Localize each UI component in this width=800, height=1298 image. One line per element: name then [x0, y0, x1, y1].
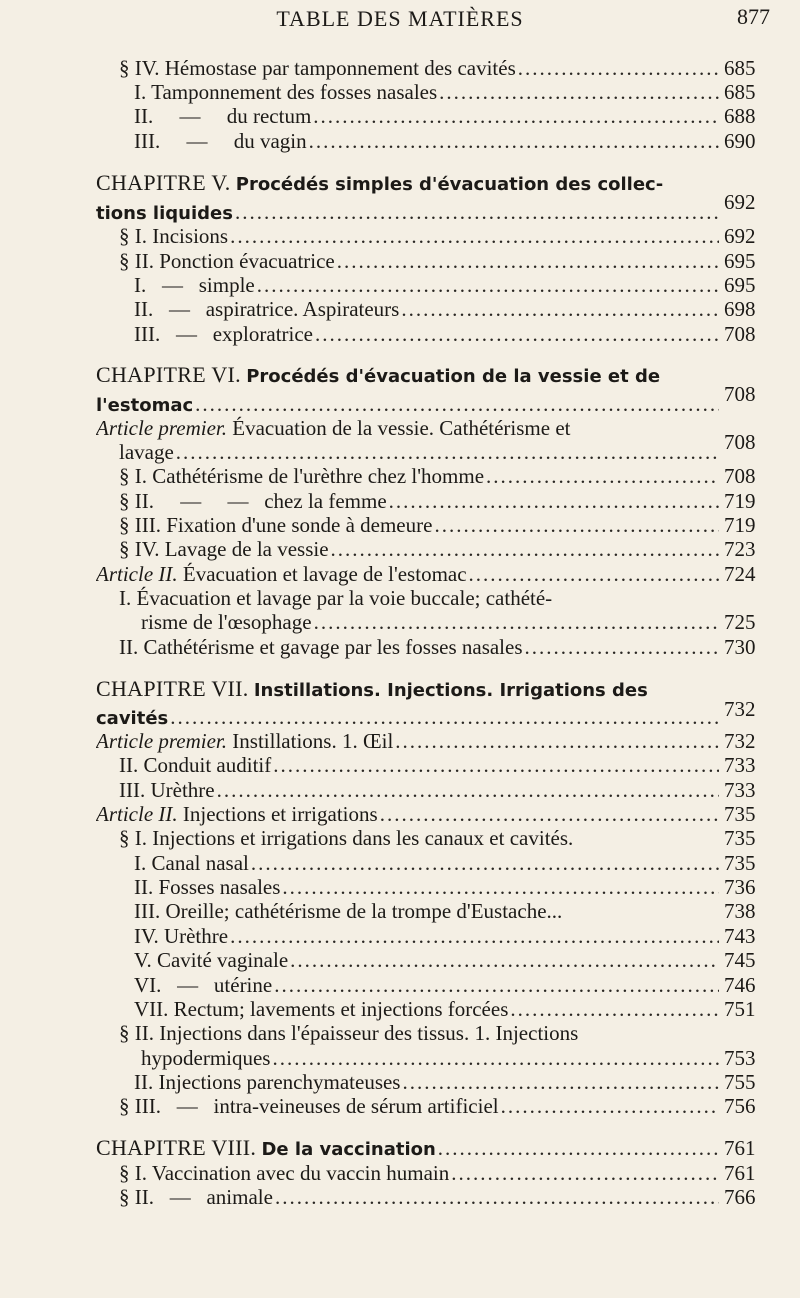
chapter-title: Procédés d'évacuation de la vessie et de: [246, 366, 661, 387]
article-label: Article premier.: [96, 416, 228, 440]
entry-text: cavités: [96, 708, 169, 729]
entry-text: Injections et irrigations: [182, 802, 378, 826]
chapter-title: De la vaccination: [261, 1139, 436, 1160]
entry-page: 736: [724, 875, 756, 899]
entry-text: I. Évacuation et lavage par la voie buccale; cathété-: [119, 586, 553, 610]
entry-page: 753: [724, 1046, 756, 1070]
entry-page: 755: [724, 1070, 756, 1094]
entry-page: 738: [724, 899, 756, 923]
entry-page: 735: [724, 851, 756, 875]
entry-text: risme de l'œsophage: [141, 610, 312, 634]
entry-text: § II. — animale: [119, 1185, 273, 1209]
chapter-title: Procédés simples d'évacuation des collec-: [235, 174, 664, 195]
entry-page: 708: [724, 464, 756, 488]
running-header: [0, 4, 800, 38]
entry-page: 688: [724, 104, 756, 128]
entry-text: III. Urèthre: [119, 778, 215, 802]
entry-text: II. Conduit auditif: [119, 753, 272, 777]
entry-text: V. Cavité vaginale: [134, 948, 289, 972]
entry-page: 756: [724, 1094, 756, 1118]
entry-page: 761: [724, 1161, 756, 1185]
chapter-number: CHAPITRE V.: [96, 170, 231, 195]
entry-page: 723: [724, 537, 756, 561]
toc-entry: [0, 1089, 800, 1123]
chapter-title: Instillations. Injections. Irrigations des: [253, 680, 648, 701]
entry-text: § IV. Lavage de la vessie: [119, 537, 329, 561]
entry-page: 708: [724, 322, 756, 346]
entry-text: § IV. Hémostase par tamponnement des cavités: [119, 56, 516, 80]
entry-page: 692: [724, 224, 756, 248]
entry-page: 733: [724, 778, 756, 802]
entry-text: IV. Urèthre: [134, 924, 229, 948]
entry-page: 692: [724, 190, 756, 214]
entry-text: VII. Rectum; lavements et injections forcées: [134, 997, 509, 1021]
entry-page: 690: [724, 129, 756, 153]
entry-text: § II. — — chez la femme: [119, 489, 387, 513]
entry-page: 724: [724, 562, 756, 586]
entry-page: 733: [724, 753, 756, 777]
entry-page: 746: [724, 973, 756, 997]
chapter-number: CHAPITRE VII.: [96, 676, 249, 701]
entry-page: 695: [724, 249, 756, 273]
entry-page: 732: [724, 729, 756, 753]
entry-page: 761: [724, 1136, 756, 1160]
entry-page: 735: [724, 826, 756, 850]
entry-page: 730: [724, 635, 756, 659]
running-title: TABLE DES MATIÈRES: [276, 6, 524, 31]
toc-entry: [0, 1180, 800, 1214]
chapter-number: CHAPITRE VIII.: [96, 1135, 257, 1160]
entry-text: hypodermiques: [141, 1046, 271, 1070]
entry-text: II. — du rectum: [134, 104, 312, 128]
entry-page: 743: [724, 924, 756, 948]
entry-page: 745: [724, 948, 756, 972]
entry-text: § I. Vaccination avec du vaccin humain: [119, 1161, 450, 1185]
entry-page: 685: [724, 56, 756, 80]
toc-entry: [0, 317, 800, 351]
entry-page: 735: [724, 802, 756, 826]
entry-page: 751: [724, 997, 756, 1021]
entry-text: § III. Fixation d'une sonde à demeure: [119, 513, 433, 537]
entry-text: § I. Injections et irrigations dans les canaux et cavités.: [119, 826, 574, 850]
article-label: Article II.: [96, 562, 178, 586]
entry-page: 719: [724, 513, 756, 537]
entry-text: § I. Incisions: [119, 224, 229, 248]
entry-text: § I. Cathétérisme de l'urèthre chez l'homme: [119, 464, 485, 488]
entry-page: 725: [724, 610, 756, 634]
toc-entry: [0, 124, 800, 158]
article-label: Article premier.: [96, 729, 228, 753]
entry-text: II. — aspiratrice. Aspirateurs: [134, 297, 400, 321]
entry-page: 685: [724, 80, 756, 104]
entry-text: tions liquides: [96, 203, 233, 224]
page-number: 877: [737, 4, 770, 29]
entry-page: 732: [724, 697, 756, 721]
entry-text: I. Canal nasal: [134, 851, 249, 875]
entry-page: 708: [724, 430, 756, 454]
entry-text: lavage: [119, 440, 174, 464]
entry-page: 698: [724, 297, 756, 321]
entry-text: II. Fosses nasales: [134, 875, 281, 899]
entry-page: 695: [724, 273, 756, 297]
entry-text: § II. Injections dans l'épaisseur des tissus. 1. Injections: [119, 1021, 579, 1045]
entry-text: l'estomac: [96, 395, 194, 416]
article-label: Article II.: [96, 802, 178, 826]
entry-text: § III. — intra-veineuses de sérum artificiel: [119, 1094, 499, 1118]
chapter-number: CHAPITRE VI.: [96, 362, 241, 387]
entry-text: I. — simple: [134, 273, 255, 297]
entry-text: II. Cathétérisme et gavage par les fosses nasales: [119, 635, 523, 659]
toc-entry: [0, 630, 800, 664]
entry-text: Évacuation de la vessie. Cathétérisme et: [232, 416, 571, 440]
entry-text: § II. Ponction évacuatrice: [119, 249, 335, 273]
entry-text: I. Tamponnement des fosses nasales: [134, 80, 438, 104]
entry-page: 719: [724, 489, 756, 513]
entry-text: III. Oreille; cathétérisme de la trompe d'Eustache...: [134, 899, 563, 923]
entry-text: VI. — utérine: [134, 973, 273, 997]
entry-text: II. Injections parenchymateuses: [134, 1070, 401, 1094]
entry-text: Instillations. 1. Œil: [232, 729, 394, 753]
entry-text: III. — du vagin: [134, 129, 307, 153]
entry-text: III. — exploratrice: [134, 322, 314, 346]
entry-page: 708: [724, 382, 756, 406]
entry-page: 766: [724, 1185, 756, 1209]
entry-text: Évacuation et lavage de l'estomac: [182, 562, 467, 586]
